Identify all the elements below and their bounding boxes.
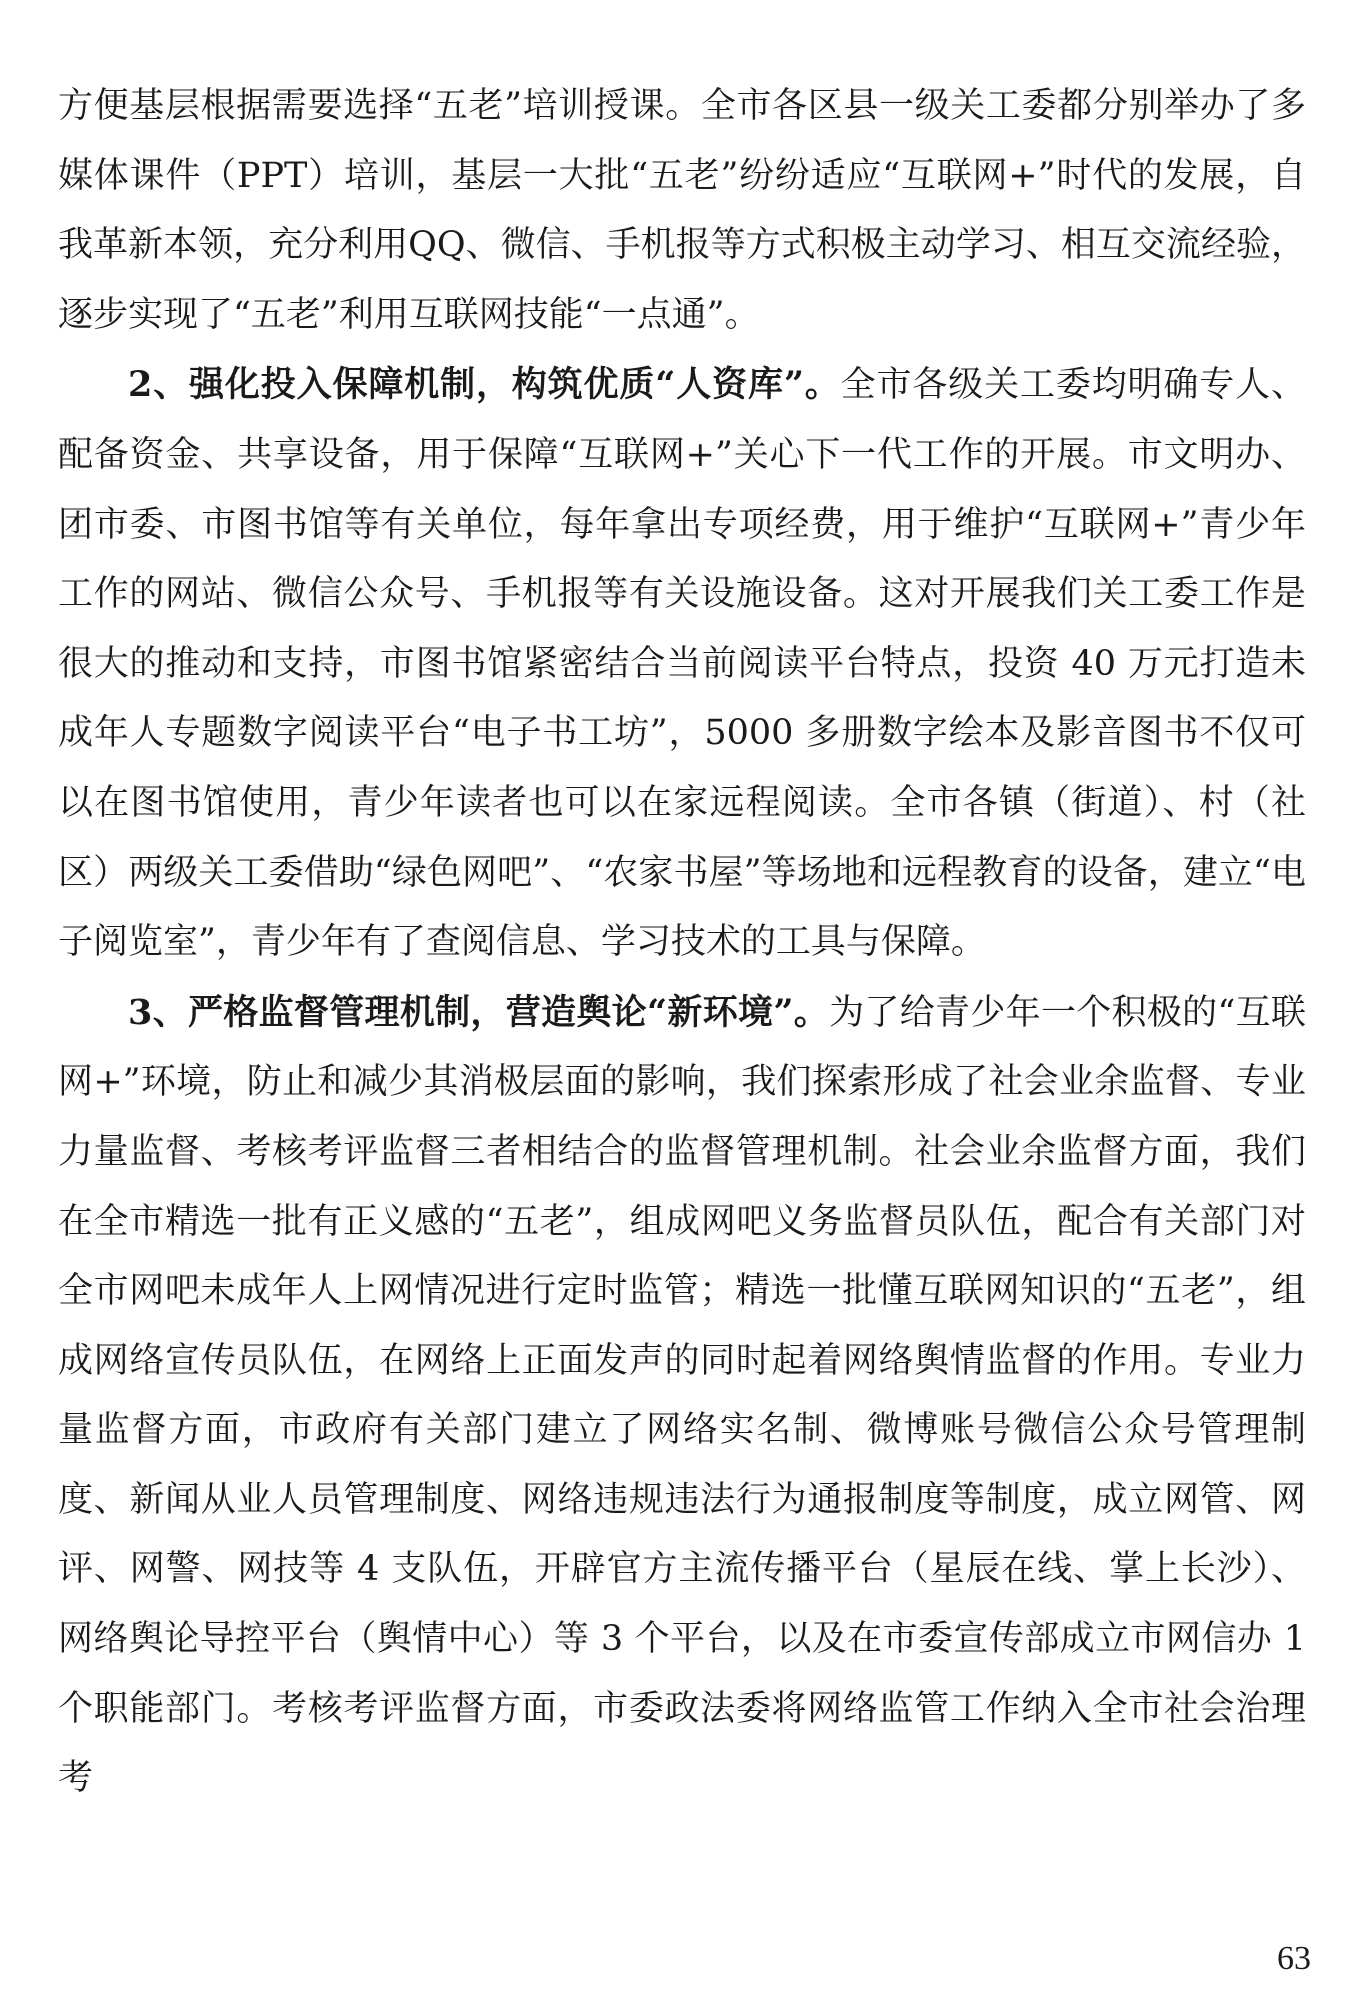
paragraph-3-text: 为了给青少年一个积极的“互联网+”环境，防止和减少其消极层面的影响，我们探索形成了社会业余监督、专业力量监督、考核考评监督三者相结合的监督管理机制。社会业余监督方面，我们在全市精选一批有正义感的“五老”，组成网吧义务监督员队伍，配合有关部门对全市网吧未成年人上网情况进行定时监管；精选一批懂互联网知识的“五老”，组成网络宣传员队伍，在网络上正面发声的同时起着网络舆情监督的作用。专业力量监督方面，市政府有关部门建立了网络实名制、微博账号微信公众号管理制度、新闻从业人员管理制度、网络违规违法行为通报制度等制度，成立网管、网评、网警、网技等 4 支队伍，开辟官方主流传播平台（星辰在线、掌上长沙）、网络舆论导控平台（舆情中心）等 3 个平台，以及在市委宣传部成立市网信办 1 个职能部门。考核考评监督方面，市委政法委将网络监管工作纳入全市社会治理考 (58, 992, 1306, 1799)
paragraph-1-text: 方便基层根据需要选择“五老”培训授课。全市各区县一级关工委都分别举办了多媒体课件（PPT）培训，基层一大批“五老”纷纷适应“互联网+”时代的发展，自我革新本领，充分利用QQ、微信、手机报等方式积极主动学习、相互交流经验，逐步实现了“五老”利用互联网技能“一点通”。 (58, 86, 1306, 335)
paragraph-3-heading: 3、严格监督管理机制，营造舆论“新环境”。 (128, 991, 830, 1033)
paragraph-2-heading: 2、强化投入保障机制，构筑优质“人资库”。 (128, 364, 841, 406)
paragraph-investment-guarantee (58, 350, 1306, 977)
document-body (58, 72, 1306, 1814)
paragraph-continued (58, 72, 1306, 350)
page-number: 63 (1277, 1940, 1311, 1977)
paragraph-supervision-management (58, 978, 1306, 1814)
paragraph-2-text: 全市各级关工委均明确专人、配备资金、共享设备，用于保障“互联网+”关心下一代工作的开展。市文明办、团市委、市图书馆等有关单位，每年拿出专项经费，用于维护“互联网+”青少年工作的网站、微信公众号、手机报等有关设施设备。这对开展我们关工委工作是很大的推动和支持，市图书馆紧密结合当前阅读平台特点，投资 40 万元打造未成年人专题数字阅读平台“电子书工坊”，5000 多册数字绘本及影音图书不仅可以在图书馆使用，青少年读者也可以在家远程阅读。全市各镇（街道）、村（社区）两级关工委借助“绿色网吧”、“农家书屋”等场地和远程教育的设备，建立“电子阅览室”，青少年有了查阅信息、学习技术的工具与保障。 (58, 365, 1306, 963)
